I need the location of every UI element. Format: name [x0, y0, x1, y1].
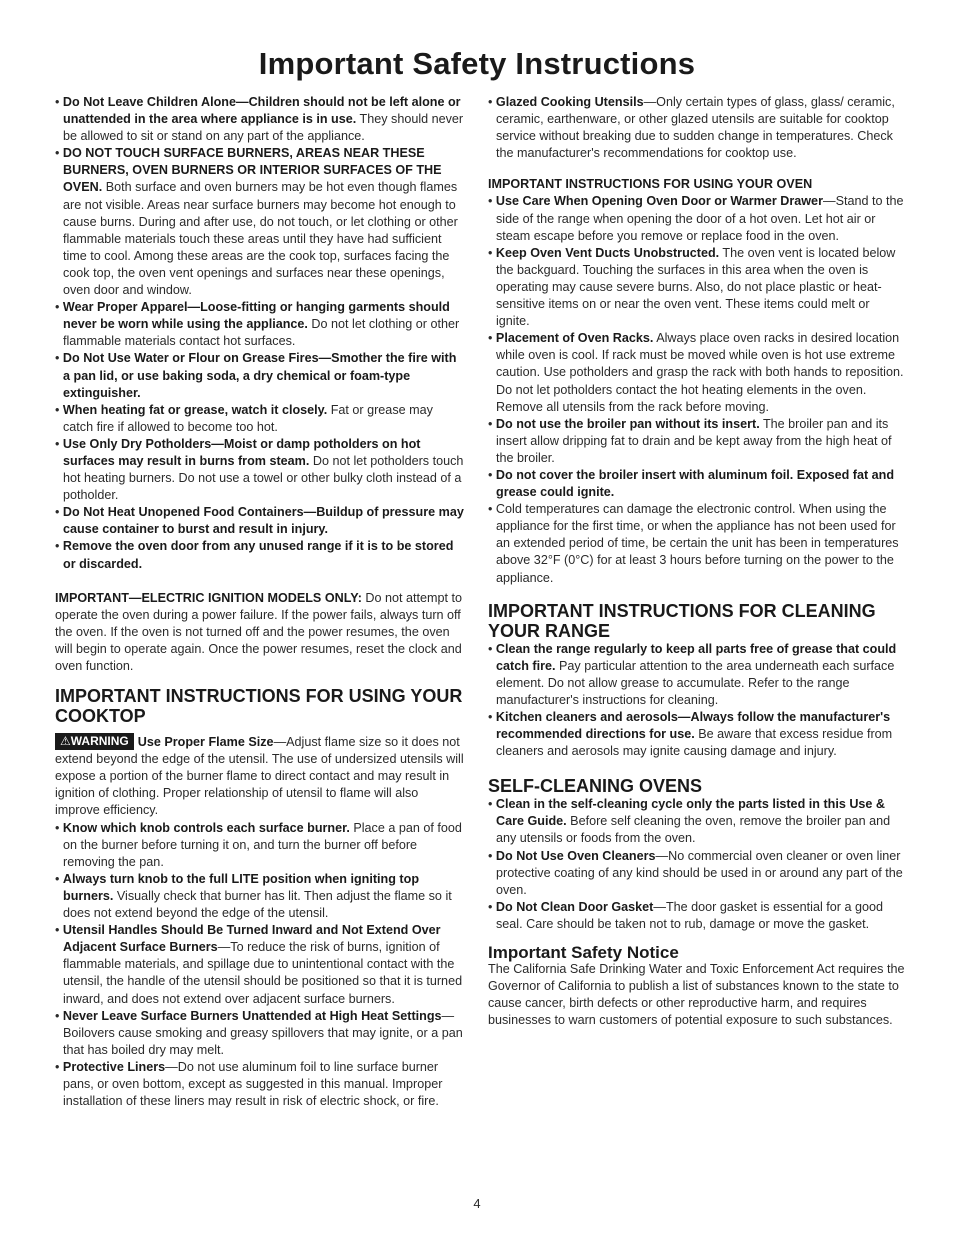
list-item: • Placement of Oven Racks. Always place oven racks in desired location while oven is cool. If rack must be moved while oven is hot use extreme caution. Use potholders and grasp the rack with both hands to reposition. Do not let potholders contact the hot heating elements in the oven. Remove all utensils from the rack before moving. — [488, 331, 904, 414]
list-item: • Do Not Clean Door Gasket—The door gasket is essential for a good seal. Care should be taken not to rub, damage or move the gasket. — [488, 899, 883, 931]
list-item: • Do Not Use Oven Cleaners—No commercial oven cleaner or oven liner protective coating of any kind should be used in or around any part of the oven. — [488, 848, 903, 897]
cleaning-heading: IMPORTANT INSTRUCTIONS FOR CLEANING YOUR RANGE — [488, 600, 876, 641]
list-item: • Always turn knob to the full LITE position when igniting top burners. Visually check that burner has lit. Then adjust the flame so it does not extend beyond the edge of the utensil. — [55, 871, 452, 921]
list-item: • Do Not Leave Children Alone—Children should not be left alone or unattended in the area where appliance is in use. They should never be allowed to sit or stand on any part of the appliance. — [55, 95, 464, 144]
list-item: • Glazed Cooking Utensils—Only certain types of glass, glass/ ceramic, ceramic, earthenware, or other glazed utensils are suitable for cooktop service without breaking due to sudden change in temperatures. Check the manufacturer's recommendations for cooktop use. — [488, 95, 895, 161]
safety-notice-text: The California Safe Drinking Water and Toxic Enforcement Act requires the Governor of California to publish a list of substances known to the state to cause cancer, birth defects or other reproductive harm, and requires businesses to warn customers of potential exposure to such substances. — [488, 962, 905, 1028]
list-item: • Clean the range regularly to keep all parts free of grease that could catch fire. Pay particular attention to the area underneath each surface element. Do not allow grease to accumulate. Refer to the range manufacturer's instructions for cleaning. — [488, 641, 897, 707]
list-item: • Use Care When Opening Oven Door or Warmer Drawer—Stand to the side of the range when opening the door of a hot oven. Let hot air or steam escape before you remove or replace food in the oven. — [488, 194, 904, 243]
list-item: • Utensil Handles Should Be Turned Inward and Not Extend Over Adjacent Surface Burners—To reduce the risk of burns, ignition of flammable materials, and spillage due to unintentional contact with the utensil, the handle of the utensil should be positioned so that it is turned inward, and does not extend over adjacent surface burners. — [55, 923, 463, 1006]
list-item: • Use Only Dry Potholders—Moist or damp potholders on hot surfaces may result in burns from steam. Do not let potholders touch hot heating burners. Do not use a towel or other bulky cloth instead of a potholder. — [55, 436, 464, 503]
list-item: • When heating fat or grease, watch it closely. Fat or grease may catch fire if allowed to become too hot. — [55, 402, 433, 434]
flame-size-warning: ⚠WARNING Use Proper Flame Size—Adjust flame size so it does not extend beyond the edge of the utensil. The use of undersized utensils will expose a portion of the burner flame to direct contact and may result in ignition of clothing. Proper relationship of utensil to flame will also improve efficiency. — [55, 734, 464, 818]
list-item: • Know which knob controls each surface burner. Place a pan of food on the burner before turning it on, and turn the burner off before removing the pan. — [55, 820, 462, 869]
list-item: • Clean in the self-cleaning cycle only the parts listed in this Use & Care Guide. Before self cleaning the oven, remove the broiler pan and any utensils or foods from the oven. — [488, 797, 891, 846]
cooktop-heading: IMPORTANT INSTRUCTIONS FOR USING YOUR COOKTOP — [55, 686, 463, 727]
list-item: • Remove the oven door from any unused range if it is to be stored or discarded. — [55, 539, 454, 571]
page-number: 4 — [473, 1196, 481, 1211]
list-item: • Protective Liners—Do not use aluminum foil to line surface burner pans, or oven bottom, except as suggested in this manual. Improper installation of these liners may result in risk of electric shock, or fire. — [55, 1059, 443, 1109]
list-item: • Do not cover the broiler insert with aluminum foil. Exposed fat and grease could ignite. — [488, 467, 895, 500]
electric-ignition-note: IMPORTANT—ELECTRIC IGNITION MODELS ONLY: Do not attempt to operate the oven during a power failure. If the power fails, always turn off the oven. If the oven is not turned off and the power resumes, the oven will begin to operate again. Once the power resumes, reset the clock and oven function. — [55, 590, 463, 673]
list-item: • Wear Proper Apparel—Loose-fitting or hanging garments should never be worn while using the appliance. Do not let clothing or other flammable materials contact hot surfaces. — [55, 300, 460, 349]
list-item: • Kitchen cleaners and aerosols—Always follow the manufacturer's recommended directions for use. Be aware that excess residue from cleaners and aerosols may ignite causing damage and injury. — [488, 710, 893, 759]
right-column — [488, 94, 906, 1030]
list-item: • DO NOT TOUCH SURFACE BURNERS, AREAS NEAR THESE BURNERS, OVEN BURNERS OR INTERIOR SURFACES OF THE OVEN. Both surface and oven burners may be hot even though flames are not visible. Areas near surface burners may become hot enough to cause burns. During and after use, do not touch, or let clothing or other flammable materials touch these areas until they have had sufficient time to cool. Among these areas are the cook top, surfaces facing the cook top, the oven vent openings and surfaces near these openings, oven door and window. — [55, 146, 458, 298]
list-item: • Do Not Use Water or Flour on Grease Fires—Smother the fire with a pan lid, or use baking soda, a dry chemical or foam-type extinguisher. — [55, 351, 457, 400]
list-item: • Do not use the broiler pan without its insert. The broiler pan and its insert allow dripping fat to drain and be kept away from the high heat of the broiler. — [488, 416, 892, 465]
safety-notice-heading: Important Safety Notice — [488, 943, 679, 963]
page-title: Important Safety Instructions — [258, 46, 696, 81]
list-item: • Do Not Heat Unopened Food Containers—Buildup of pressure may cause container to burst and result in injury. — [55, 505, 464, 537]
list-item: • Never Leave Surface Burners Unattended at High Heat Settings—Boilovers cause smoking and greasy spillovers that may ignite, or a pan that has boiled dry may melt. — [55, 1008, 463, 1057]
warning-icon: ⚠WARNING — [55, 733, 134, 750]
list-item: • Cold temperatures can damage the electronic control. When using the appliance for the first time, or when the appliance has not been used for an extended period of time, be certain the unit has been in temperatures above 32°F (0°C) for at least 3 hours before turning on the power to the appliance. — [488, 502, 899, 585]
oven-heading: IMPORTANT INSTRUCTIONS FOR USING YOUR OVEN — [488, 177, 813, 192]
self-cleaning-heading: SELF-CLEANING OVENS — [488, 776, 703, 797]
left-column — [55, 94, 465, 1110]
list-item: • Keep Oven Vent Ducts Unobstructed. The oven vent is located below the backguard. Touching the surfaces in this area when the oven is operating may cause severe burns. Also, do not place plastic or heat-sensitive items on or near the oven vent. These items could melt or ignite. — [488, 245, 896, 329]
